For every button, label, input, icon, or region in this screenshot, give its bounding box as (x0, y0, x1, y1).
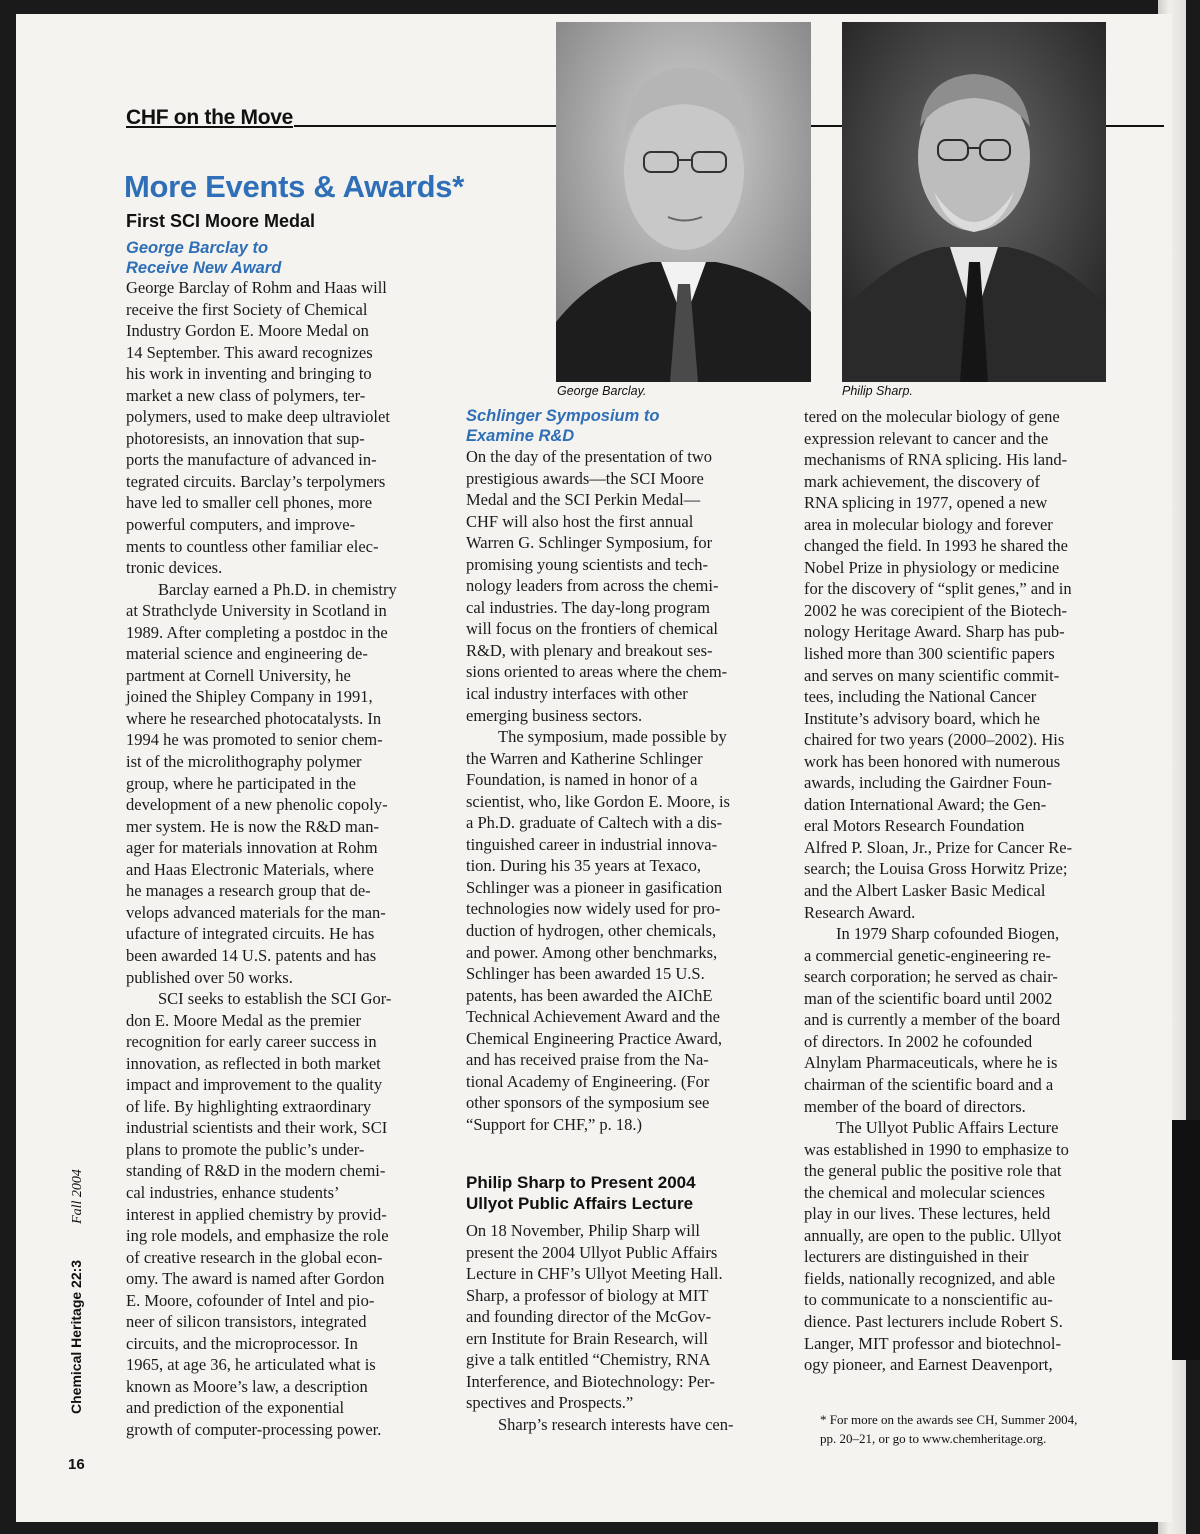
text-line: expression relevant to cancer and the (804, 428, 1049, 448)
text-line: don E. Moore Medal as the premier (126, 1010, 362, 1030)
magazine-page (16, 14, 1172, 1522)
text-line: for the discovery of “split genes,” and in (804, 579, 1072, 599)
text-line: dation International Award; the Gen- (804, 794, 1047, 814)
text-line: tegrated circuits. Barclay’s terpolymers (126, 471, 386, 491)
text-line: of life. By highlighting extraordinary (126, 1096, 372, 1116)
text-line: 1989. After completing a postdoc in the (126, 622, 388, 642)
text-line: emerging business sectors. (466, 705, 643, 725)
column-3 (804, 406, 1124, 1376)
text-line: tered on the molecular biology of gene (804, 407, 1060, 426)
text-line: tinguished career in industrial innova- (466, 834, 718, 854)
text-line: where he researched photocatalysts. In (126, 708, 382, 728)
text-line: his work in inventing and bringing to (126, 364, 372, 384)
text-line: development of a new phenolic copoly- (126, 795, 388, 815)
text-line: member of the board of directors. (804, 1096, 1026, 1116)
footnote-line: * For more on the awards see CH, Summer 2004, (820, 1412, 1078, 1427)
paragraph (804, 406, 1124, 923)
text-line: ufacture of integrated circuits. He has (126, 924, 375, 944)
text-line: ern Institute for Brain Research, will (466, 1328, 708, 1348)
text-line: powerful computers, and improve- (126, 515, 356, 535)
text-line: Alnylam Pharmaceuticals, where he is (804, 1053, 1058, 1073)
text-line: a Ph.D. graduate of Caltech with a dis- (466, 813, 723, 833)
text-line: Warren G. Schlinger Symposium, for (466, 533, 713, 553)
kicker-schlinger (466, 406, 659, 446)
text-line: market a new class of polymers, ter- (126, 385, 366, 405)
text-line: a commercial genetic-engineering re- (804, 945, 1051, 965)
text-line: Barclay earned a Ph.D. in chemistry (158, 579, 397, 599)
paragraph (126, 579, 446, 988)
text-line: mer system. He is now the R&D man- (126, 816, 379, 836)
text-line: published over 50 works. (126, 967, 293, 987)
text-line: and Haas Electronic Materials, where (126, 859, 374, 879)
text-line: promising young scientists and tech- (466, 554, 708, 574)
text-line: Nobel Prize in physiology or medicine (804, 557, 1060, 577)
text-line: E. Moore, cofounder of Intel and pio- (126, 1290, 375, 1310)
text-line: Sharp’s research interests have cen- (498, 1414, 734, 1434)
text-line: impact and improvement to the quality (126, 1075, 383, 1095)
text-line: photoresists, an innovation that sup- (126, 428, 365, 448)
headline-line: Philip Sharp to Present 2004 (466, 1173, 696, 1192)
paragraph (466, 1220, 786, 1414)
text-line: Chemical Engineering Practice Award, (466, 1028, 722, 1048)
text-line: at Strathclyde University in Scotland in (126, 601, 387, 621)
text-line: Langer, MIT professor and biotechnol- (804, 1333, 1061, 1353)
headline-sharp-lecture (466, 1172, 696, 1214)
text-line: area in molecular biology and forever (804, 514, 1053, 534)
headline-line: Ullyot Public Affairs Lecture (466, 1194, 694, 1213)
text-line: group, where he participated in the (126, 773, 356, 793)
text-line: and serves on many scientific commit- (804, 665, 1060, 685)
text-line: On the day of the presentation of two (466, 447, 713, 466)
text-line: The Ullyot Public Affairs Lecture (836, 1118, 1059, 1138)
issue-season: Fall 2004 (70, 1169, 85, 1224)
text-line: of directors. In 2002 he cofounded (804, 1031, 1033, 1051)
text-line: 2002 he was corecipient of the Biotech- (804, 600, 1067, 620)
text-line: Sharp, a professor of biology at MIT (466, 1285, 709, 1305)
text-line: lished more than 300 scientific papers (804, 644, 1055, 664)
footnote-line: pp. 20–21, or go to www.chemheritage.org. (820, 1431, 1047, 1446)
text-line: velops advanced materials for the man- (126, 902, 386, 922)
text-line: On 18 November, Philip Sharp will (466, 1221, 700, 1240)
text-line: duction of hydrogen, other chemicals, (466, 921, 717, 941)
text-line: been awarded 14 U.S. patents and has (126, 945, 377, 965)
caption-sharp: Philip Sharp. (842, 384, 913, 398)
text-line: changed the field. In 1993 he shared the (804, 536, 1068, 556)
text-line: and power. Among other benchmarks, (466, 942, 718, 962)
text-line: ager for materials innovation at Rohm (126, 838, 378, 858)
text-line: recognition for early career success in (126, 1032, 377, 1052)
text-line: Interference, and Biotechnology: Per- (466, 1371, 715, 1391)
photo-philip-sharp (842, 22, 1106, 382)
text-line: and the Albert Lasker Basic Medical (804, 881, 1046, 901)
text-line: of creative research in the global econ- (126, 1247, 383, 1267)
text-line: Foundation, is named in honor of a (466, 770, 698, 790)
text-line: work has been honored with numerous (804, 751, 1061, 771)
text-line: CHF will also host the first annual (466, 511, 694, 531)
text-line: lecturers are distinguished in their (804, 1247, 1029, 1267)
text-line: tion. During his 35 years at Texaco, (466, 856, 701, 876)
photo-george-barclay (556, 22, 811, 382)
paragraph (126, 277, 446, 579)
text-line: give a talk entitled “Chemistry, RNA (466, 1350, 711, 1370)
text-line: George Barclay of Rohm and Haas will (126, 278, 387, 297)
text-line: mechanisms of RNA splicing. His land- (804, 450, 1068, 470)
paragraph (466, 446, 786, 726)
text-line: 1965, at age 36, he articulated what is (126, 1355, 376, 1375)
text-line: mark achievement, the discovery of (804, 471, 1040, 491)
text-line: known as Moore’s law, a description (126, 1376, 368, 1396)
text-line: “Support for CHF,” p. 18.) (466, 1114, 643, 1134)
text-line: technologies now widely used for pro- (466, 899, 721, 919)
text-line: ical industry interfaces with other (466, 684, 688, 704)
text-line: material science and engineering de- (126, 644, 368, 664)
kicker-line: Examine R&D (466, 427, 575, 445)
subhead-moore-medal: First SCI Moore Medal (126, 211, 316, 231)
kicker-line: Schlinger Symposium to (466, 407, 660, 425)
column-2 (466, 446, 786, 1136)
text-line: play in our lives. These lectures, held (804, 1204, 1051, 1224)
text-line: man of the scientific board until 2002 (804, 988, 1053, 1008)
running-footer (68, 1169, 86, 1414)
text-line: 14 September. This award recognizes (126, 342, 373, 362)
text-line: Schlinger has been awarded 15 U.S. (466, 964, 705, 984)
portrait-barclay-image (556, 22, 811, 382)
text-line: and has received praise from the Na- (466, 1050, 709, 1070)
paragraph (126, 988, 446, 1440)
text-line: was established in 1990 to emphasize to (804, 1139, 1069, 1159)
text-line: industrial scientists and their work, SCI (126, 1118, 388, 1138)
column-2b (466, 1220, 786, 1435)
caption-barclay: George Barclay. (557, 384, 647, 398)
paragraph (804, 923, 1124, 1117)
text-line: 1994 he was promoted to senior chem- (126, 730, 383, 750)
text-line: interest in applied chemistry by provid- (126, 1204, 387, 1224)
text-line: chairman of the scientific board and a (804, 1074, 1054, 1094)
text-line: patents, has been awarded the AIChE (466, 985, 713, 1005)
text-line: cal industries, enhance students’ (126, 1182, 340, 1202)
text-line: nology Heritage Award. Sharp has pub- (804, 622, 1065, 642)
text-line: Alfred P. Sloan, Jr., Prize for Cancer Re- (804, 837, 1073, 857)
text-line: receive the first Society of Chemical (126, 299, 368, 319)
text-line: spectives and Prospects.” (466, 1393, 634, 1413)
text-line: the general public the positive role that (804, 1161, 1062, 1181)
text-line: ist of the microlithography polymer (126, 752, 362, 772)
text-line: search corporation; he served as chair- (804, 967, 1058, 987)
column-1 (126, 277, 446, 1441)
text-line: present the 2004 Ullyot Public Affairs (466, 1242, 718, 1262)
text-line: Schlinger was a pioneer in gasification (466, 877, 723, 897)
text-line: SCI seeks to establish the SCI Gor- (158, 989, 392, 1009)
text-line: growth of computer-processing power. (126, 1419, 382, 1439)
text-line: The symposium, made possible by (498, 727, 727, 747)
text-line: R&D, with plenary and breakout ses- (466, 640, 713, 660)
text-line: ing role models, and emphasize the role (126, 1226, 389, 1246)
portrait-sharp-image (842, 22, 1106, 382)
text-line: circuits, and the microprocessor. In (126, 1333, 358, 1353)
kicker-line: George Barclay to (126, 239, 269, 257)
text-line: cal industries. The day-long program (466, 597, 710, 617)
text-line: polymers, used to make deep ultraviolet (126, 407, 390, 427)
text-line: have led to smaller cell phones, more (126, 493, 373, 513)
next-page-edge (1172, 1120, 1200, 1360)
text-line: tional Academy of Engineering. (For (466, 1071, 710, 1091)
text-line: Technical Achievement Award and the (466, 1007, 720, 1027)
text-line: chaired for two years (2000–2002). His (804, 730, 1065, 750)
text-line: nology leaders from across the chemi- (466, 576, 719, 596)
text-line: and prediction of the exponential (126, 1398, 345, 1418)
section-label: CHF on the Move (126, 106, 293, 129)
article-title: More Events & Awards* (124, 169, 464, 204)
text-line: Research Award. (804, 902, 916, 922)
text-line: he manages a research group that de- (126, 881, 371, 901)
page-number: 16 (68, 1456, 85, 1473)
text-line: Medal and the SCI Perkin Medal— (466, 490, 701, 510)
text-line: innovation, as reflected in both market (126, 1053, 381, 1073)
text-line: awards, including the Gairdner Foun- (804, 773, 1052, 793)
text-line: Institute’s advisory board, which he (804, 708, 1040, 728)
text-line: ogy pioneer, and Earnest Deavenport, (804, 1355, 1053, 1375)
text-line: the chemical and molecular sciences (804, 1182, 1045, 1202)
text-line: Industry Gordon E. Moore Medal on (126, 321, 369, 341)
text-line: the Warren and Katherine Schlinger (466, 748, 703, 768)
kicker-barclay (126, 238, 281, 278)
text-line: joined the Shipley Company in 1991, (126, 687, 373, 707)
text-line: scientist, who, like Gordon E. Moore, is (466, 791, 730, 811)
text-line: will focus on the frontiers of chemical (466, 619, 719, 639)
text-line: sions oriented to areas where the chem- (466, 662, 728, 682)
text-line: search; the Louisa Gross Horwitz Prize; (804, 859, 1068, 879)
footnote (820, 1410, 1077, 1448)
paragraph (804, 1117, 1124, 1376)
kicker-line: Receive New Award (126, 259, 282, 277)
text-line: ports the manufacture of advanced in- (126, 450, 377, 470)
text-line: annually, are open to the public. Ullyot (804, 1225, 1062, 1245)
text-line: to communicate to a nonscientific au- (804, 1290, 1053, 1310)
text-line: tees, including the National Cancer (804, 687, 1037, 707)
text-line: partment at Cornell University, he (126, 665, 351, 685)
text-line: omy. The award is named after Gordon (126, 1269, 385, 1289)
paragraph (466, 1414, 786, 1436)
text-line: ments to countless other familiar elec- (126, 536, 379, 556)
text-line: other sponsors of the symposium see (466, 1093, 710, 1113)
text-line: prestigious awards—the SCI Moore (466, 468, 704, 488)
text-line: Lecture in CHF’s Ullyot Meeting Hall. (466, 1264, 723, 1284)
text-line: neer of silicon transistors, integrated (126, 1312, 367, 1332)
magazine-title: Chemical Heritage 22:3 (68, 1259, 84, 1414)
text-line: fields, nationally recognized, and able (804, 1268, 1056, 1288)
text-line: RNA splicing in 1977, opened a new (804, 493, 1048, 513)
text-line: and founding director of the McGov- (466, 1307, 712, 1327)
text-line: standing of R&D in the modern chemi- (126, 1161, 386, 1181)
text-line: In 1979 Sharp cofounded Biogen, (836, 924, 1060, 944)
text-line: tronic devices. (126, 558, 223, 578)
text-line: eral Motors Research Foundation (804, 816, 1025, 836)
text-line: dience. Past lecturers include Robert S. (804, 1311, 1063, 1331)
text-line: plans to promote the public’s under- (126, 1139, 365, 1159)
text-line: and is currently a member of the board (804, 1010, 1061, 1030)
paragraph (466, 726, 786, 1135)
